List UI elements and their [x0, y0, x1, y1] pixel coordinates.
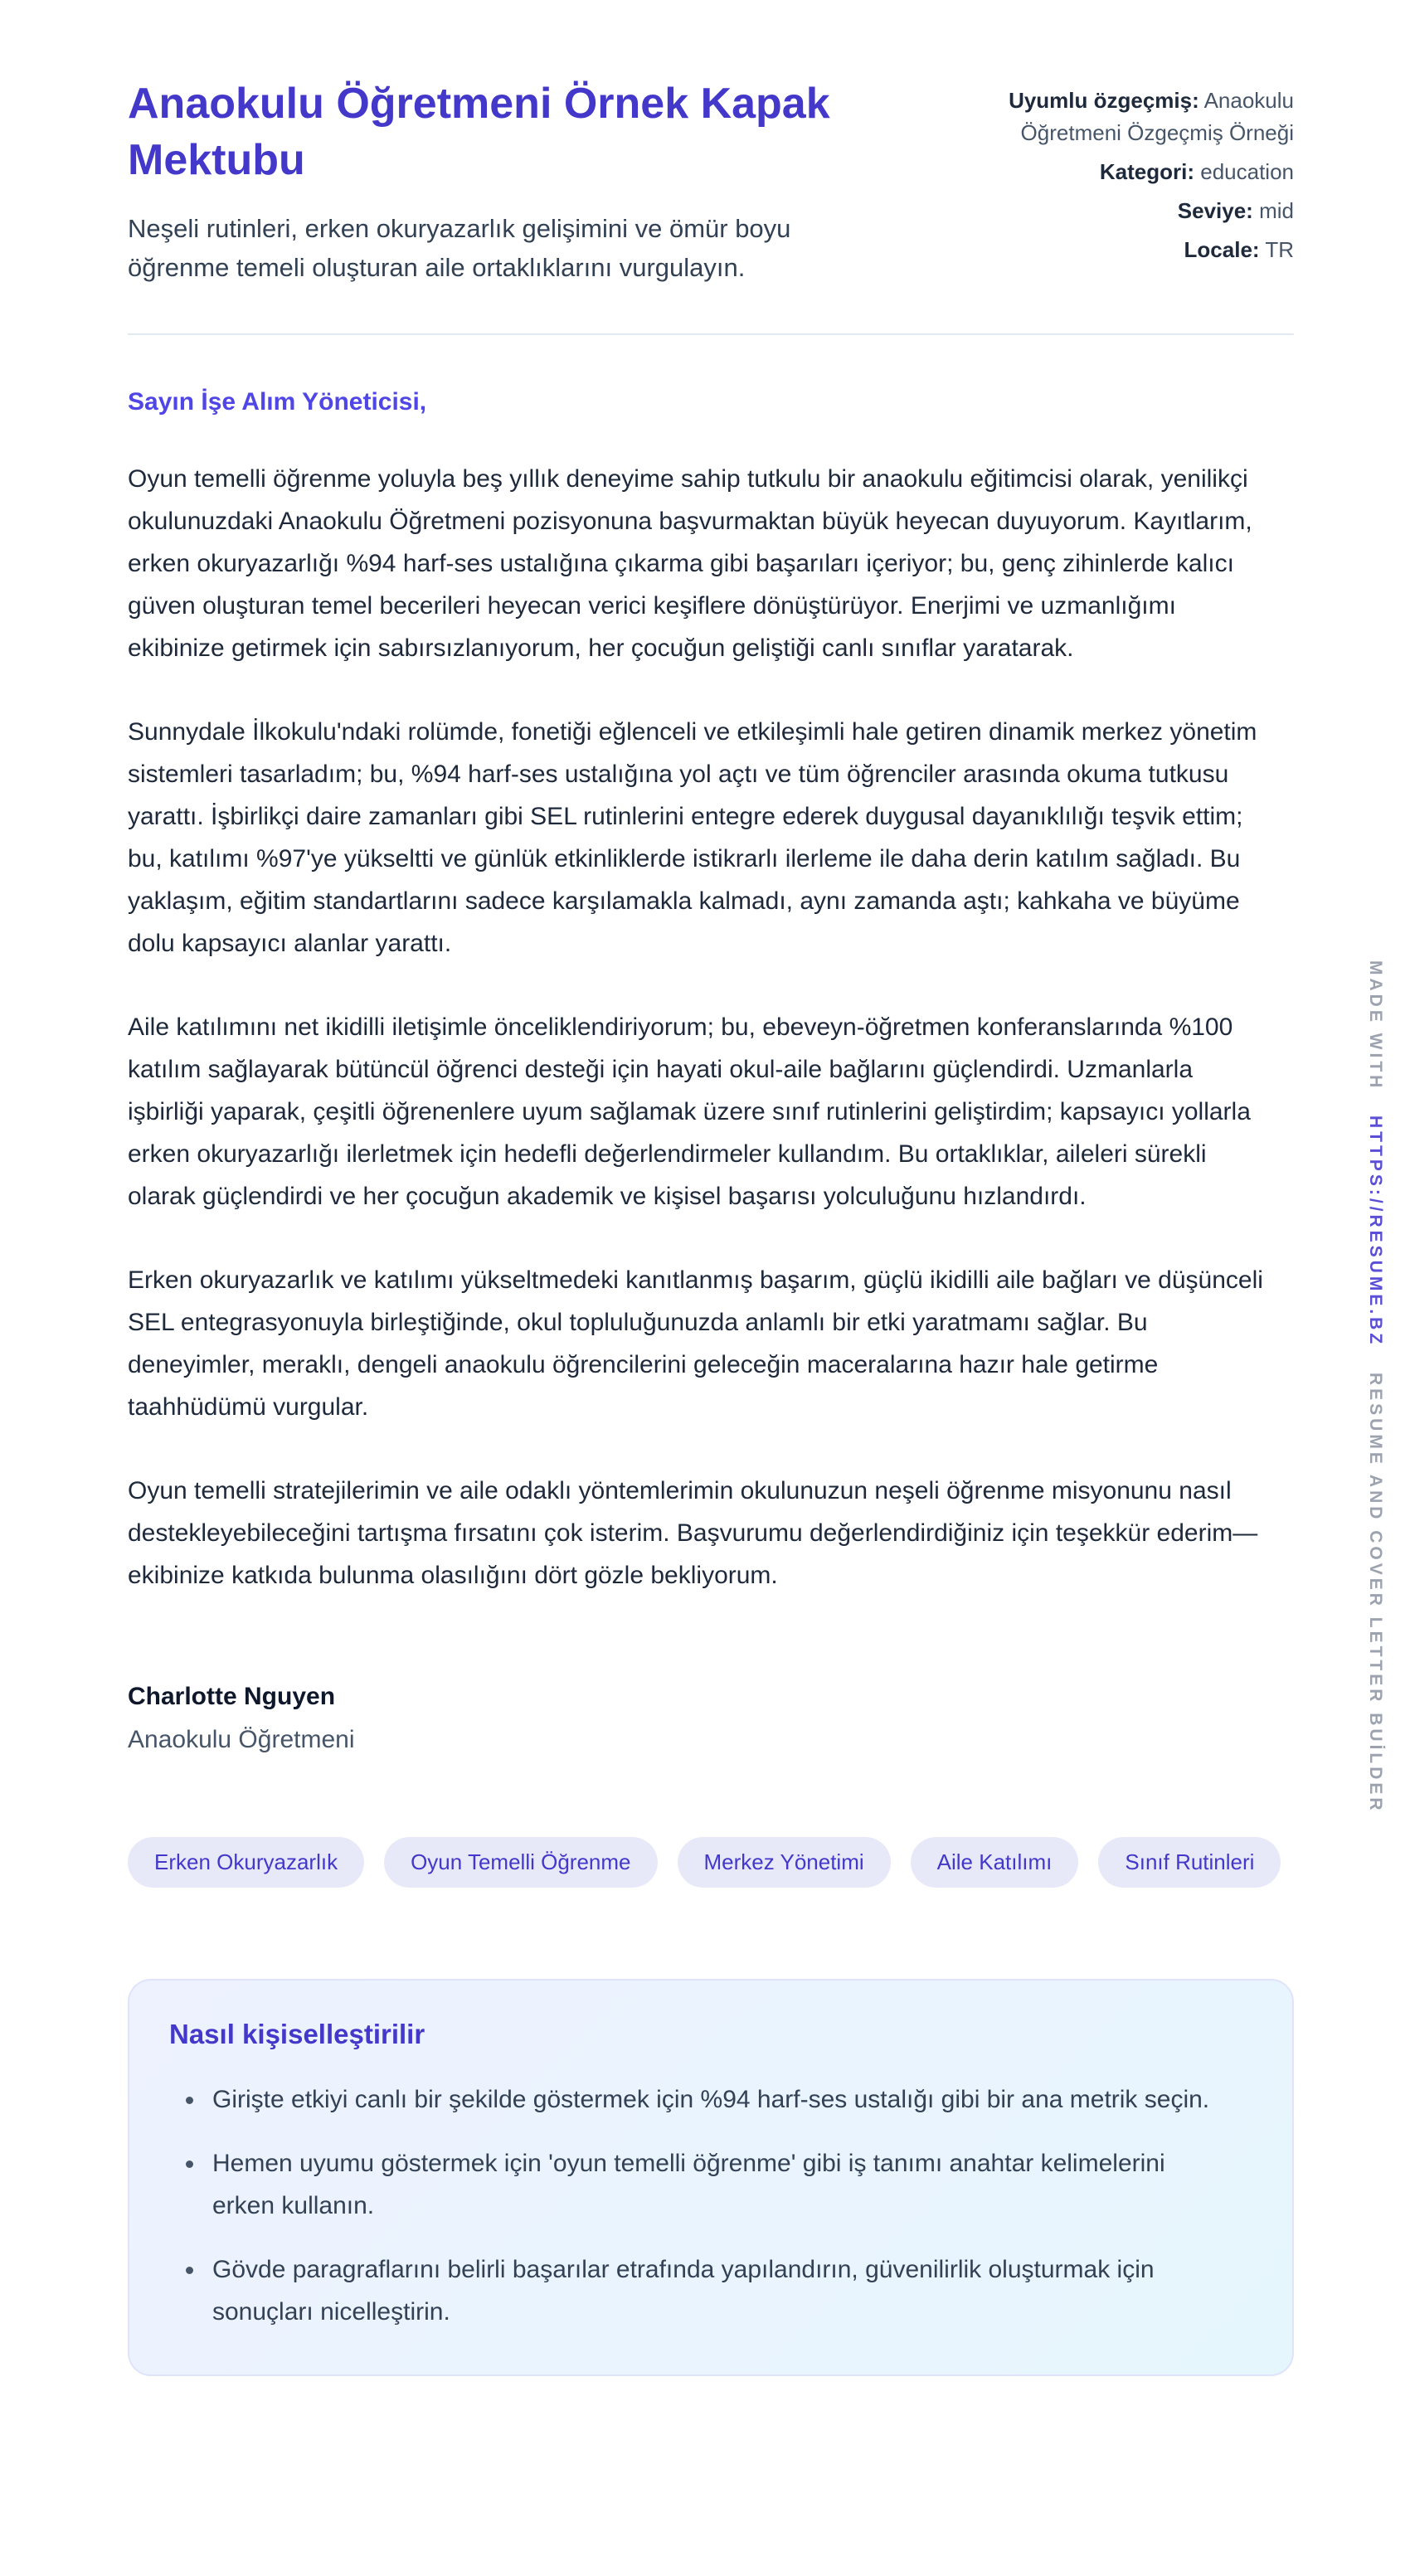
- page-subtitle: Neşeli rutinleri, erken okuryazarlık gelişimini ve ömür boyu öğrenme temeli oluşturan aile ortaklıklarını vurgulayın.: [128, 214, 791, 282]
- signature-role: Anaokulu Öğretmeni: [128, 1726, 355, 1754]
- meta-value: TR: [1265, 237, 1294, 262]
- meta-value: education: [1200, 159, 1294, 184]
- tag-pill-classroom-routines[interactable]: Sınıf Rutinleri: [1098, 1837, 1281, 1888]
- customization-tips-card: [128, 1979, 1294, 2376]
- tip-item-1: • Girişte etkiyi canlı bir şekilde göstermek için %94 harf-ses ustalığı gibi bir ana metrik seçin.: [206, 2078, 1226, 2121]
- meta-row-matching-resume: [1002, 85, 1294, 149]
- tip-item-3: • Gövde paragraflarını belirli başarılar etrafında yapılandırın, güvenilirlik oluşturmak için sonuçları nicelleştirin.: [206, 2248, 1226, 2333]
- tag-pill-family-engagement[interactable]: Aile Katılımı: [911, 1837, 1079, 1888]
- meta-panel: [1002, 76, 1294, 273]
- tag-pill-center-management[interactable]: Merkez Yönetimi: [678, 1837, 891, 1888]
- letter-paragraph-5: Oyun temelli stratejilerimin ve aile odaklı yöntemlerimin okulunuzun neşeli öğrenme misyonunu nasıl destekleyebileceğini tartışma fırsatını çok isterim. Başvurumu değerlendirdiğiniz için teşekkür ederim—ekibinize katkıda bulunma olasılığını dört gözle bekliyorum.: [128, 1477, 1258, 1590]
- tips-card-title: Nasıl kişiselleştirilir: [169, 2019, 425, 2050]
- tag-pill-early-literacy[interactable]: Erken Okuryazarlık: [128, 1837, 364, 1888]
- letter-paragraph-1: Oyun temelli öğrenme yoluyla beş yıllık deneyime sahip tutkulu bir anaokulu eğitimcisi olarak, yenilikçi okulunuzdaki Anaokulu Öğretmeni pozisyonuna başvurmaktan büyük heyecan duyuyorum. Kayıtlarım, erken okuryazarlığı %94 harf-ses ustalığına çıkarma gibi başarıları içeriyor; bu, genç zihinlerde kalıcı güven oluşturan temel becerileri heyecan verici keşiflere dönüştürüyor. Enerjimi ve uzmanlığımı ekibinize getirmek için sabırsızlanıyorum, her çocuğun geliştiği canlı sınıflar yaratarak.: [128, 465, 1252, 663]
- letter-body: [128, 388, 1294, 1754]
- letter-paragraph-4: Erken okuryazarlık ve katılımı yükseltmedeki kanıtlanmış başarım, güçlü ikidilli aile bağları ve düşünceli SEL entegrasyonuyla birleştiğinde, okul topluluğunuzda anlamlı bir etki yaratmamı sağlar. Bu deneyimler, meraklı, dengeli anaokulu öğrencilerini geleceğin maceralarına hazır hale getirme taahhüdümü vurgular.: [128, 1266, 1263, 1422]
- tag-pill-play-based-learning[interactable]: Oyun Temelli Öğrenme: [384, 1837, 657, 1888]
- page-title: Anaokulu Öğretmeni Örnek Kapak Mektubu: [128, 80, 830, 184]
- meta-label: Uyumlu özgeçmiş:: [1009, 88, 1199, 113]
- tips-list: [169, 2078, 1252, 2333]
- header-divider: [128, 333, 1294, 335]
- header-title-block: [128, 76, 957, 287]
- meta-value: Anaokulu Öğretmeni Özgeçmiş Örneği: [1020, 88, 1294, 145]
- meta-row-locale: [1002, 234, 1294, 266]
- letter-paragraph-3: Aile katılımını net ikidilli iletişimle önceliklendiriyorum; bu, ebeveyn-öğretmen konferanslarında %100 katılım sağlayarak bütüncül öğrenci desteği için hayati okul-aile bağlarını güçlendirdi. Uzmanlarla işbirliği yaparak, çeşitli öğrenenlere uyum sağlamak üzere sınıf rutinlerini geliştirdim; kapsayıcı yollarla erken okuryazarlığı ilerletmek için hedefli değerlendirmeler kullandım. Bu ortaklıklar, aileleri sürekli olarak güçlendirdi ve her çocuğun akademik ve kişisel başarısı yolculuğunu hızlandırdı.: [128, 1013, 1251, 1211]
- meta-label: Kategori:: [1099, 159, 1194, 184]
- made-with-watermark: [1365, 960, 1385, 1813]
- tip-item-2: • Hemen uyumu göstermek için 'oyun temelli öğrenme' gibi iş tanımı anahtar kelimelerini erken kullanın.: [206, 2142, 1226, 2227]
- salutation: Sayın İşe Alım Yöneticisi,: [128, 388, 427, 416]
- watermark-suffix: RESUME AND COVER LETTER BUİLDER: [1366, 1372, 1385, 1814]
- watermark-link[interactable]: HTTPS://RESUME.BZ: [1366, 1115, 1385, 1348]
- header: [128, 76, 1294, 287]
- content-column: [128, 0, 1294, 2376]
- watermark-prefix: MADE WITH: [1366, 960, 1385, 1091]
- meta-label: Seviye:: [1177, 198, 1253, 223]
- tag-list: [128, 1837, 1294, 1888]
- meta-row-category: [1002, 156, 1294, 188]
- signature-name: Charlotte Nguyen: [128, 1683, 336, 1711]
- meta-value: mid: [1259, 198, 1294, 223]
- meta-label: Locale:: [1184, 237, 1260, 262]
- letter-paragraph-2: Sunnydale İlkokulu'ndaki rolümde, fonetiği eğlenceli ve etkileşimli hale getiren dinamik merkez yönetim sistemleri tasarladım; bu, %94 harf-ses ustalığına yol açtı ve tüm öğrenciler arasında okuma tutkusu yarattı. İşbirlikçi daire zamanları gibi SEL rutinlerini entegre ederek duygusal dayanıklılığı teşvik ettim; bu, katılımı %97'ye yükseltti ve günlük etkinliklerde istikrarlı ilerleme ile daha derin katılım sağladı. Bu yaklaşım, eğitim standartlarını sadece karşılamakla kalmadı, aynı zamanda aştı; kahkaha ve büyüme dolu kapsayıcı alanlar yarattı.: [128, 718, 1257, 958]
- meta-row-level: [1002, 195, 1294, 227]
